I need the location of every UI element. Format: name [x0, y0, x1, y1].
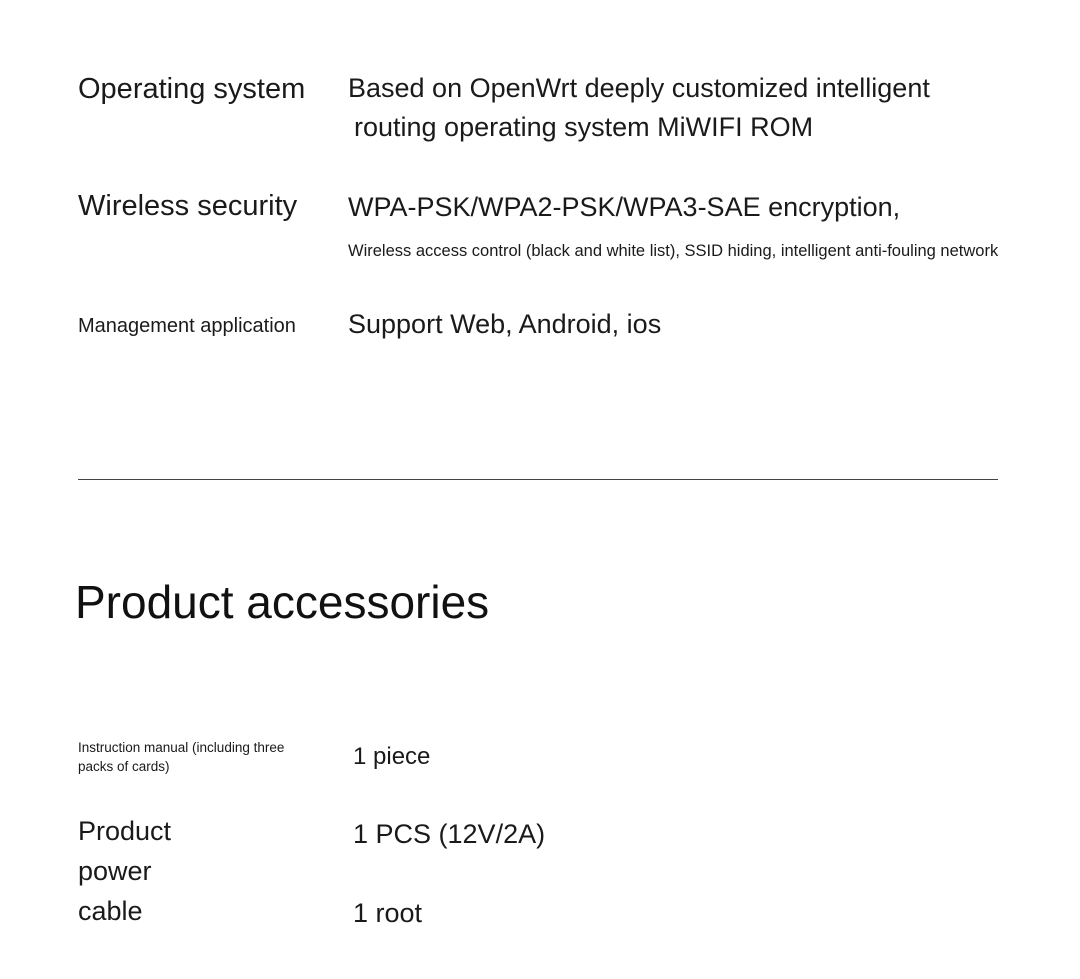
accessories-title: Product accessories: [75, 576, 490, 628]
security-label: Wireless security: [78, 190, 298, 222]
security-value-line2: Wireless access control (black and white list), SSID hiding, intelligent anti-fouling network: [348, 242, 999, 260]
os-value-line1: Based on OpenWrt deeply customized intelligent: [348, 73, 930, 103]
power-value-2: 1 root: [353, 898, 423, 928]
power-label-line2: power: [78, 856, 152, 886]
management-label: Management application: [78, 315, 296, 337]
manual-label: Instruction manual (including three packs of cards): [78, 740, 285, 774]
os-label: Operating system: [78, 73, 306, 105]
section-divider: [78, 479, 998, 480]
manual-value: 1 piece: [353, 743, 431, 770]
security-value-line1: WPA-PSK/WPA2-PSK/WPA3-SAE encryption,: [348, 192, 901, 222]
management-value: Support Web, Android, ios: [348, 309, 662, 339]
os-value-line2: routing operating system MiWIFI ROM: [354, 112, 814, 142]
power-label-line3: cable: [78, 896, 143, 926]
power-label-line1: Product: [78, 816, 172, 846]
power-value-1: 1 PCS (12V/2A): [353, 819, 546, 849]
